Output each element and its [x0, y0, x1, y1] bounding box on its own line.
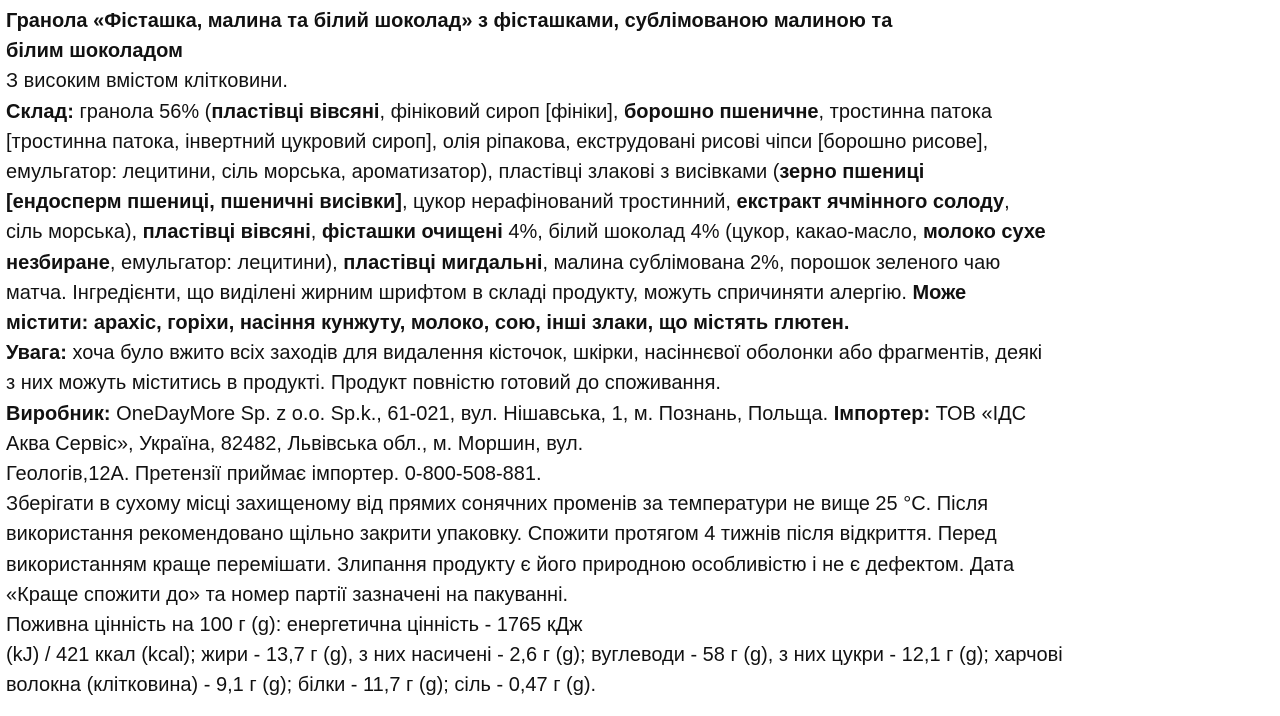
nutrition-line-3: волокна (клітковина) - 9,1 г (g); білки - 11,7 г (g); сіль - 0,47 г (g). [6, 674, 597, 697]
composition-line-2: [тростинна патока, інвертний цукровий сироп], олія ріпакова, екструдовані рисові чіпси [борошно рисове], [6, 130, 989, 153]
warning-line-2: з них можуть міститись в продукті. Продукт повністю готовий до споживання. [6, 372, 721, 395]
storage-line-2: використання рекомендовано щільно закрити упаковку. Спожити протягом 4 тижнів після відкриття. Перед [6, 523, 997, 546]
manufacturer-label: Виробник: [6, 402, 111, 425]
allergen-barley-malt: екстракт ячмінного солоду [736, 191, 1005, 214]
nutrition-section [6, 610, 1274, 701]
composition-line-6: незбиране, емульгатор: лецитини), пластівці мигдальні, малина сублімована 2%, порошок зеленого чаю [6, 251, 1001, 274]
manufacturer-line-1: Виробник: OneDayMore Sp. z o.o. Sp.k., 61-021, вул. Нішавська, 1, м. Познань, Польща. Імпортер: ТОВ «ІДС [6, 402, 1027, 425]
storage-line-1: Зберігати в сухому місці захищеному від прямих сонячних променів за температури не вище 25 °С. Після [6, 493, 989, 516]
composition-line-3: емульгатор: лецитини, сіль морська, ароматизатор), пластівці злакові з висівками (зерно пшениці [6, 161, 925, 184]
allergen-milk-powder: молоко сухе [923, 221, 1046, 244]
warning-line-1: Увага: хоча було вжито всіх заходів для видалення кісточок, шкірки, насіннєвої оболонки або фрагментів, деякі [6, 342, 1043, 365]
allergen-oat-flakes-2: пластівці вівсяні [142, 221, 311, 244]
allergen-pistachios: фісташки очищені [321, 221, 503, 244]
storage-section [6, 489, 1274, 610]
nutrition-line-2: (kJ) / 421 ккал (kcal); жири - 13,7 г (g), з них насичені - 2,6 г (g); вуглеводи - 58 г (g), з них цукри - 12,1 г (g); харчові [6, 644, 1063, 667]
composition-section [6, 97, 1274, 339]
storage-line-4: «Краще спожити до» та номер партії зазначені на пакуванні. [6, 583, 569, 606]
product-title-line-2: білим шоколадом [6, 40, 183, 63]
manufacturer-line-2: Аква Сервіс», Україна, 82482, Львівська обл., м. Моршин, вул. [6, 432, 584, 455]
warning-section [6, 338, 1274, 398]
allergen-wheat-grain: зерно пшениці [779, 161, 925, 184]
allergen-wheat-flour: борошно пшеничне [623, 100, 819, 123]
nutrition-line-1: Поживна цінність на 100 г (g): енергетична цінність - 1765 кДж [6, 614, 583, 637]
composition-label: Склад: [6, 100, 74, 123]
composition-line-5: сіль морська), пластівці вівсяні, фісташки очищені 4%, білий шоколад 4% (цукор, какао-масло, молоко сухе [6, 221, 1046, 244]
warning-label: Увага: [6, 342, 67, 365]
fiber-note: З високим вмістом клітковини. [6, 70, 288, 93]
importer-label: Імпортер: [833, 402, 931, 425]
allergen-oat-flakes: пластівці вівсяні [211, 100, 380, 123]
product-title-line-1: Гранола «Фісташка, малина та білий шоколад» з фісташками, сублімованою малиною та [6, 10, 893, 32]
composition-line-1: Склад: гранола 56% (пластівці вівсяні, фініковий сироп [фініки], борошно пшеничне, тростинна патока [6, 100, 993, 123]
may-contain-label: Може [912, 281, 967, 304]
allergen-whole-milk: незбиране [6, 251, 110, 274]
may-contain-allergens: містити: арахіс, горіхи, насіння кунжуту, молоко, сою, інші злаки, що містять глютен. [6, 312, 850, 335]
composition-line-7: матча. Інгредієнти, що виділені жирним шрифтом в складі продукту, можуть спричиняти алергію. Може [6, 281, 967, 304]
storage-line-3: використанням краще перемішати. Злипання продукту є його природною особливістю і не є дефектом. Дата [6, 553, 1015, 576]
manufacturer-line-3: Геологів,12А. Претензії приймає імпортер. 0-800-508-881. [6, 463, 542, 486]
manufacturer-section [6, 399, 1274, 490]
allergen-almond-flakes: пластівці мигдальні [343, 251, 543, 274]
composition-line-4: [ендосперм пшениці, пшеничні висівки], цукор нерафінований тростинний, екстракт ячмінного солоду, [6, 191, 1010, 214]
allergen-wheat-endosperm: [ендосперм пшениці, пшеничні висівки] [6, 191, 402, 214]
